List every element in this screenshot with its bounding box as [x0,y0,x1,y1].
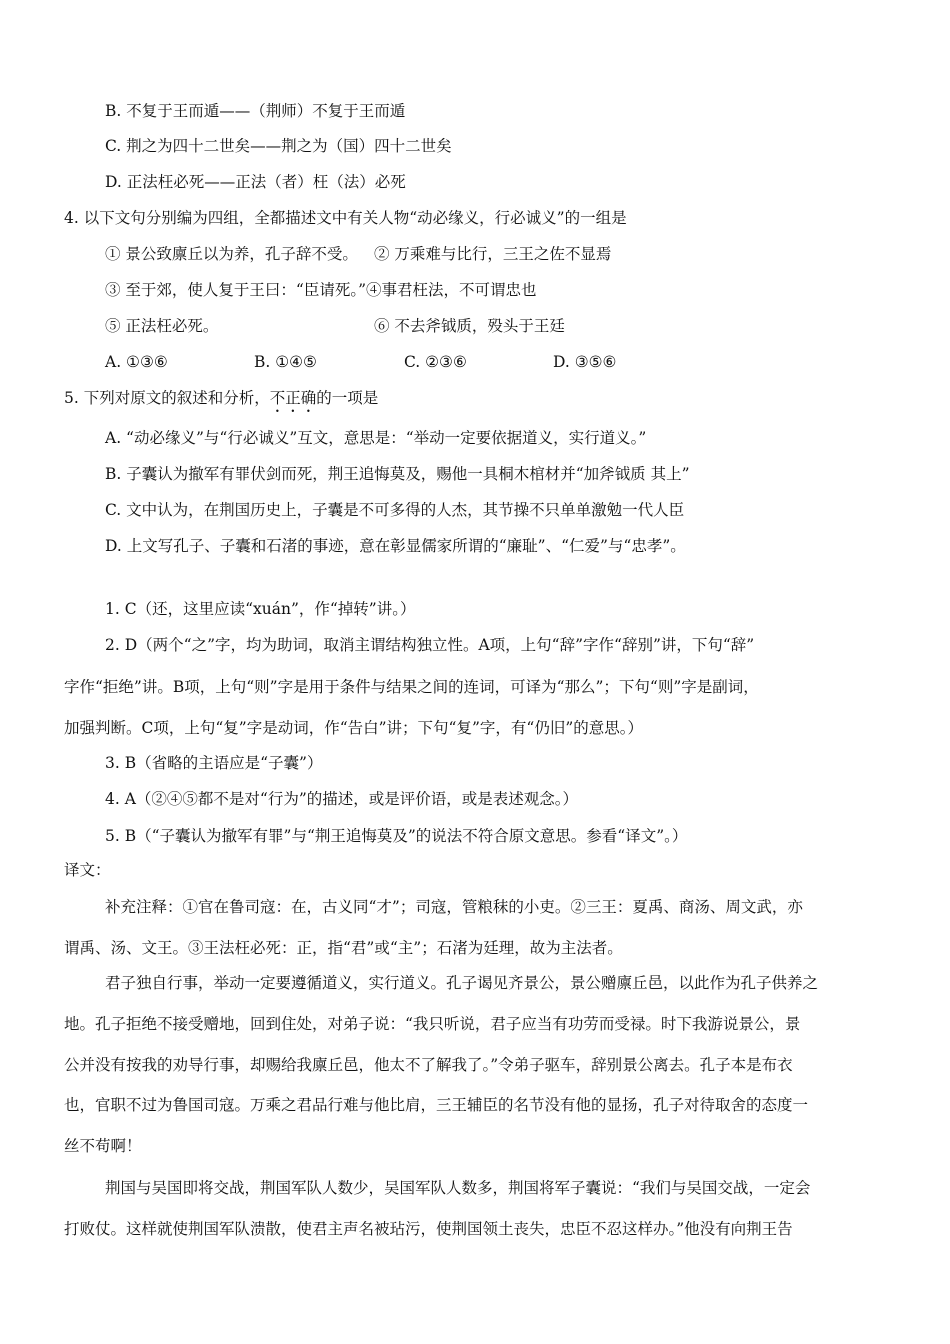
translation-note-line-2: 谓禹、汤、文王。③王法枉必死：正，指“君”或“主”；石渚为廷理，故为主法者。 [64,939,623,957]
answer-4: 4. A（②④⑤都不是对“行为”的描述，或是评价语，或是表述观念。） [105,790,579,808]
q3-option-d: D. 正法枉必死——正法（者）枉（法）必死 [105,173,406,191]
q4-stem: 4. 以下文句分别编为四组，全都描述文中有关人物“动必缘义，行必诚义”的一组是 [64,209,627,227]
q5-option-a: A. “动必缘义”与“行必诚义”互文，意思是：“举动一定要依据道义，实行道义。” [105,429,647,447]
q4-item-5: ⑤ 正法枉必死。 [105,317,219,335]
translation-note-line-1: 补充注释：①官在鲁司寇：在，古义同“才”；司寇，管粮秣的小吏。②三王：夏禹、商汤、周文武，亦 [105,898,803,916]
q4-option-c: C. ②③⑥ [404,353,467,371]
translation-p1-line-2: 地。孔子拒绝不接受赠地，回到住处，对弟子说：“我只听说，君子应当有功劳而受禄。时下我游说景公，景 [64,1015,801,1033]
q5-stem-post: 的一项是 [316,389,379,407]
answer-2-line-2: 字作“拒绝”讲。B项，上句“则”字是用于条件与结果之间的连词，可译为“那么”；下句“则”字是副词， [64,678,759,696]
q4-item-3-4: ③ 至于郊，使人复于王曰：“臣请死。”④事君枉法，不可谓忠也 [105,281,537,299]
translation-p1-line-5: 丝不苟啊！ [64,1137,142,1155]
translation-p2-line-2: 打败仗。这样就使荆国军队溃散，使君主声名被玷污，使荆国领土丧失，忠臣不忍这样办。”他没有向荆王告 [64,1220,793,1238]
answer-2-line-1: 2. D（两个“之”字，均为助词，取消主谓结构独立性。A项，上句“辞”字作“辞别”讲，下句“辞” [105,636,755,654]
q5-option-b: B. 子囊认为撤军有罪伏剑而死，荆王追悔莫及，赐他一具桐木棺材并“加斧钺质 其上” [105,465,690,483]
q5-stem-emphasis: 不正确 [269,389,317,407]
q4-option-d: D. ③⑤⑥ [553,353,617,371]
q4-option-a: A. ①③⑥ [105,353,168,371]
q5-stem-pre: 5. 下列对原文的叙述和分析， [64,389,270,407]
translation-heading: 译文： [64,861,111,879]
q4-item-6: ⑥ 不去斧钺质，殁头于王廷 [374,317,565,335]
q4-item-2: ② 万乘难与比行，三王之佐不显焉 [374,245,612,263]
q3-option-c: C. 荆之为四十二世矣——荆之为（国）四十二世矣 [105,137,452,155]
translation-p1-line-1: 君子独自行事，举动一定要遵循道义，实行道义。孔子谒见齐景公，景公赠廪丘邑，以此作为孔子供养之 [105,974,819,992]
answer-5: 5. B（“子囊认为撤军有罪”与“荆王追悔莫及”的说法不符合原文意思。参看“译文”。） [105,827,688,845]
answer-1: 1. C（还，这里应读“xuán”，作“掉转”讲。） [105,600,416,618]
q4-item-1: ① 景公致廪丘以为养，孔子辞不受。 [105,245,358,263]
translation-p1-line-3: 公并没有按我的劝导行事，却赐给我廪丘邑，他太不了解我了。”令弟子驱车，辞别景公离去。孔子本是布衣 [64,1056,793,1074]
q5-option-c: C. 文中认为，在荆国历史上，子囊是不可多得的人杰，其节操不只单单激勉一代人臣 [105,501,685,519]
q4-option-b: B. ①④⑤ [254,353,317,371]
q5-option-d: D. 上文写孔子、子囊和石渚的事迹，意在彰显儒家所谓的“廉耻”、“仁爱”与“忠孝”。 [105,537,686,555]
answer-2-line-3: 加强判断。C项，上句“复”字是动词，作“告白”讲；下句“复”字，有“仍旧”的意思。） [64,719,644,737]
q5-stem [64,388,378,416]
q3-option-b: B. 不复于王而遁——（荆师）不复于王而遁 [105,102,406,120]
translation-p1-line-4: 也，官职不过为鲁国司寇。万乘之君品行难与他比肩，三王辅臣的名节没有他的显扬，孔子对待取舍的态度一 [64,1096,809,1114]
answer-3: 3. B（省略的主语应是“子囊”） [105,754,323,772]
translation-p2-line-1: 荆国与吴国即将交战，荆国军队人数少，吴国军队人数多，荆国将军子囊说：“我们与吴国交战，一定会 [105,1179,811,1197]
